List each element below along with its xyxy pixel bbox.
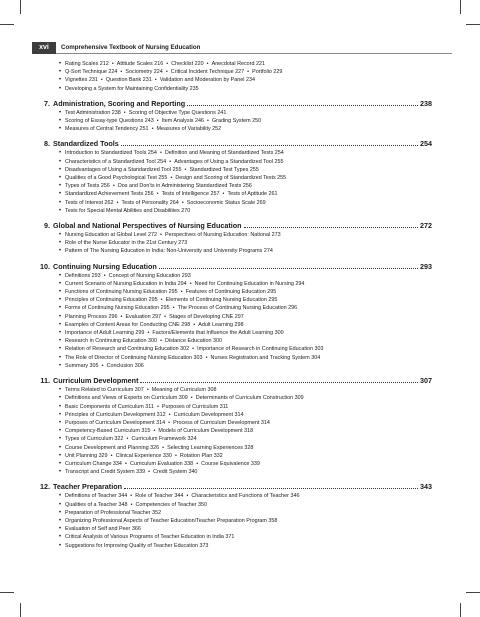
bullet-icon: •: [156, 403, 159, 410]
topic-entry: Standardized Achievement Tests 256: [65, 191, 154, 198]
topic-entry: Evaluation 297: [125, 313, 162, 320]
topic-entry: Portfolio 229: [252, 69, 283, 76]
topic-line: [32, 304, 432, 312]
bullet-icon: •: [147, 330, 150, 337]
crop-mark: [0, 24, 14, 25]
topic-line: [32, 60, 432, 68]
topic-entry: Examples of Content Areas for Conducting CNE 298: [65, 321, 191, 328]
topic-entry: Evaluation of Self and Peer 366: [65, 526, 141, 533]
chapter-title: Continuing Nursing Education: [53, 261, 157, 271]
dot-leader: [140, 382, 418, 383]
chapter-heading: [32, 482, 432, 492]
topic-entry: The Role of Director of Continuing Nursing Education 303: [65, 354, 203, 361]
topic-entry: Importance of Adult Learning 299: [65, 330, 145, 337]
topic-entry: Types of Curriculum 322: [65, 436, 124, 443]
topic-entry: Planning Process 296: [65, 313, 118, 320]
bullet-icon: •: [192, 346, 195, 353]
topic-entry: Validation and Moderation by Panel 234: [159, 77, 255, 84]
bullet-icon: •: [116, 199, 119, 206]
topic-line: [32, 386, 432, 394]
topic-entry: Clinical Experience 330: [115, 452, 172, 459]
topic-entry: Organizing Professional Aspects of Teacher Education/Teacher Preparation Program 358: [65, 517, 278, 524]
topic-line: [32, 239, 432, 247]
topic-entry: Introduction to Standardized Tools 254: [65, 150, 157, 157]
topic-line: [32, 403, 432, 411]
topic-entry: Scoring of Objective Type Questions 241: [128, 109, 227, 116]
topic-line: [32, 492, 432, 500]
bullet-icon: •: [148, 469, 151, 476]
bullet-icon: •: [110, 452, 113, 459]
chapter-page: 343: [420, 482, 432, 492]
topic-entry: Principles of Continuing Education 295: [65, 297, 158, 304]
topic-entry: Rotation Plan 332: [179, 452, 223, 459]
bullet-icon: •: [206, 61, 209, 67]
bullet-icon: •: [151, 126, 154, 133]
bullet-icon: •: [156, 191, 159, 198]
topic-entry: Adult Learning 298: [198, 321, 244, 328]
topic-line: [32, 207, 432, 215]
topic-line: [32, 158, 432, 166]
bullet-icon: •: [196, 460, 199, 467]
chapter-title: Global and National Perspectives of Nursing Education: [53, 221, 242, 231]
toc-chapter: [32, 60, 432, 93]
topic-list: [32, 386, 432, 476]
topic-entry: Disadvantages of Using a Standardized Tool 255: [65, 166, 182, 173]
chapter-heading: [32, 221, 432, 231]
topic-entry: Course Development and Planning 326: [65, 444, 160, 451]
topic-entry: Scoring of Essay-type Questions 243: [65, 118, 154, 125]
chapter-number: 9.: [44, 221, 50, 231]
topic-entry: Sociometry 224: [125, 69, 163, 76]
bullet-icon: •: [126, 436, 129, 443]
bullet-icon: •: [186, 493, 189, 500]
topic-entry: Principles of Curriculum Development 312: [65, 411, 166, 418]
topic-line: [32, 190, 432, 198]
topic-entry: Features of Continuing Education 295: [185, 289, 277, 296]
topic-line: [32, 468, 432, 476]
topic-entry: Perspectives of Nursing Education: National 273: [165, 232, 281, 239]
topic-entry: Curriculum Development 314: [173, 411, 244, 418]
topic-entry: Anecdotal Record 221: [211, 61, 265, 67]
topic-entry: Role of the Nurse Educator in the 21st Century 273: [65, 240, 188, 247]
topic-entry: Attitude Scales 216: [116, 61, 164, 67]
topic-line: [32, 247, 432, 255]
bullet-icon: •: [100, 77, 103, 84]
topic-list: [32, 231, 432, 256]
topic-line: [32, 166, 432, 174]
bullet-icon: •: [103, 272, 106, 279]
crop-mark: [466, 592, 480, 593]
topic-entry: Preparation of Professional Teacher 352: [65, 509, 162, 516]
topic-entry: Curriculum Evaluation 338: [129, 460, 194, 467]
book-title: Comprehensive Textbook of Nursing Education: [61, 44, 201, 51]
topic-line: [32, 435, 432, 443]
topic-entry: Distance Education 300: [165, 338, 222, 345]
topic-line: [32, 125, 432, 133]
crop-mark: [20, 0, 21, 14]
dot-leader: [244, 227, 418, 228]
topic-entry: Course Equivalence 339: [201, 460, 260, 467]
chapter-heading: [32, 262, 432, 272]
topic-entry: Critical Analysis of Various Programs of Teacher Education in India 371: [65, 534, 235, 541]
topic-entry: Design and Scoring of Standardized Tests 255: [175, 175, 287, 182]
bullet-icon: •: [112, 183, 115, 190]
bullet-icon: •: [160, 297, 163, 304]
topic-line: [32, 542, 432, 550]
topic-entry: Standardized Test Types 255: [189, 166, 259, 173]
topic-entry: Definitions and Views of Experts on Curriculum 309: [65, 395, 188, 402]
topic-entry: Transcript and Credit System 339: [65, 469, 146, 476]
bullet-icon: •: [168, 419, 171, 426]
bullet-icon: •: [111, 61, 114, 67]
topic-entry: Relation of Research and Continuing Education 302: [65, 346, 190, 353]
bullet-icon: •: [153, 428, 156, 435]
topic-entry: Current Scenario of Nursing Education in India 294: [65, 280, 187, 287]
topic-entry: Characteristics and Functions of Teacher 346: [191, 493, 300, 500]
topic-list: [32, 149, 432, 215]
toc-chapter: [32, 221, 432, 256]
bullet-icon: •: [168, 411, 171, 418]
topic-line: [32, 419, 432, 427]
crop-mark: [0, 592, 14, 593]
topic-entry: Forms of Continuing Nursing Education 295: [65, 305, 170, 312]
chapter-number: 12.: [40, 482, 50, 492]
bullet-icon: •: [222, 191, 225, 198]
bullet-icon: •: [154, 77, 157, 84]
bullet-icon: •: [166, 61, 169, 67]
bullet-icon: •: [174, 452, 177, 459]
crop-mark: [460, 0, 461, 14]
topic-line: [32, 182, 432, 190]
topic-entry: Pattern of The Nursing Education in India: Non-University and University Programs 274: [65, 248, 273, 255]
bullet-icon: •: [207, 118, 209, 125]
topic-entry: Nursing Education at Global Level 272: [65, 232, 157, 239]
bullet-icon: •: [130, 501, 133, 508]
topic-line: [32, 231, 432, 239]
topic-line: [32, 337, 432, 345]
topic-list: [32, 109, 432, 134]
topic-entry: Types of Tests 256: [65, 183, 110, 190]
topic-entry: Credit System 340: [153, 469, 198, 476]
topic-line: [32, 533, 432, 541]
bullet-icon: •: [160, 232, 162, 239]
bullet-icon: •: [160, 338, 162, 345]
topic-entry: Qualities of a Good Psychological Test 255: [65, 175, 168, 182]
topic-entry: Tests for Special Mental Abilities and Disabilities 270: [65, 207, 191, 214]
topic-entry: Concept of Nursing Education 293: [108, 272, 191, 279]
topic-entry: Question Bank 231: [105, 77, 152, 84]
topic-entry: Tests of Interest 262: [65, 199, 114, 206]
bullet-icon: •: [205, 354, 208, 361]
topic-entry: Purposes of Curriculum 311: [161, 403, 229, 410]
topic-entry: Tests of Aptitude 261: [227, 191, 278, 198]
bullet-icon: •: [169, 158, 172, 165]
topic-entry: Role of Teacher 344: [135, 493, 184, 500]
topic-entry: Nurses Registration and Tracking System 304: [210, 354, 321, 361]
topic-entry: Curriculum Change 334: [65, 460, 122, 467]
topic-line: [32, 394, 432, 402]
chapter-page: 272: [420, 221, 432, 231]
header-rule: [56, 53, 452, 54]
topic-entry: Tests of Intelligence 257: [161, 191, 220, 198]
bullet-icon: •: [101, 362, 104, 369]
topic-entry: Advantages of Using a Standardized Tool 255: [174, 158, 284, 165]
topic-line: [32, 117, 432, 125]
topic-entry: Research in Continuing Education 300: [65, 338, 158, 345]
topic-entry: Grading System 250: [211, 118, 262, 125]
topic-entry: Critical Incident Technique 227: [170, 69, 245, 76]
toc-chapter: [32, 139, 432, 215]
bullet-icon: •: [120, 313, 123, 320]
topic-line: [32, 280, 432, 288]
bullet-icon: •: [159, 150, 162, 157]
topic-entry: Item Analysis 246: [161, 118, 204, 125]
topic-entry: Summary 305: [65, 362, 99, 369]
topic-entry: Need for Continuing Education in Nursing 294: [194, 280, 305, 287]
topic-line: [32, 362, 432, 370]
bullet-icon: •: [189, 280, 192, 287]
topic-entry: Definitions 293: [65, 272, 101, 279]
topic-entry: Factors/Elements that Influence the Adult Learning 300: [152, 330, 284, 337]
dot-leader: [187, 105, 418, 106]
chapter-page: 254: [420, 139, 432, 149]
running-header: [32, 42, 452, 54]
topic-line: [32, 345, 432, 353]
topic-line: [32, 149, 432, 157]
bullet-icon: •: [124, 460, 127, 467]
topic-entry: Curriculum Framework 324: [131, 436, 197, 443]
chapter-number: 8.: [44, 139, 50, 149]
table-of-contents: [32, 60, 432, 556]
topic-entry: Competencies of Teacher 350: [135, 501, 208, 508]
toc-chapter: [32, 262, 432, 370]
topic-entry: Process of Curriculum Development 314: [173, 419, 270, 426]
chapter-number: 11.: [40, 376, 50, 386]
topic-entry: Qualities of a Teacher 348: [65, 501, 128, 508]
bullet-icon: •: [190, 395, 193, 402]
topic-line: [32, 174, 432, 182]
toc-chapter: [32, 99, 432, 134]
topic-entry: Characteristics of a Standardized Tool 254: [65, 158, 167, 165]
topic-entry: Unit Planning 329: [65, 452, 108, 459]
topic-entry: Vignettes 231: [65, 77, 98, 84]
topic-entry: Terms Related to Curriculum 307: [65, 387, 144, 394]
topic-line: [32, 501, 432, 509]
topic-line: [32, 68, 432, 76]
topic-entry: Determinants of Curriculum Construction 309: [195, 395, 304, 402]
page-number: xvi: [32, 42, 56, 54]
topic-entry: Stages of Developing CNE 297: [169, 313, 244, 320]
chapter-heading: [32, 139, 432, 149]
topic-entry: Q-Sort Technique 224: [65, 69, 118, 76]
bullet-icon: •: [180, 289, 183, 296]
topic-line: [32, 272, 432, 280]
topic-line: [32, 509, 432, 517]
topic-line: [32, 76, 432, 84]
topic-entry: The Process of Continuing Nursing Education 296: [177, 305, 298, 312]
bullet-icon: •: [164, 313, 167, 320]
topic-line: [32, 444, 432, 452]
topic-line: [32, 525, 432, 533]
chapter-heading: [32, 99, 432, 109]
topic-entry: Conclusion 306: [106, 362, 144, 369]
bullet-icon: •: [123, 109, 126, 116]
topic-line: [32, 329, 432, 337]
topic-line: [32, 321, 432, 329]
bullet-icon: •: [156, 118, 159, 125]
topic-line: [32, 296, 432, 304]
topic-entry: Selecting Learning Experiences 328: [167, 444, 254, 451]
topic-entry: Competency-Based Curriculum 315: [65, 428, 151, 435]
chapter-page: 293: [420, 261, 432, 271]
crop-mark: [466, 24, 480, 25]
topic-line: [32, 199, 432, 207]
topic-entry: Socioeconomic Status Scale 269: [186, 199, 266, 206]
chapter-page: 307: [420, 376, 432, 386]
topic-entry: Meaning of Curriculum 308: [151, 387, 217, 394]
bullet-icon: •: [165, 69, 168, 76]
chapter-heading: [32, 376, 432, 386]
chapter-number: 7.: [44, 98, 50, 108]
bullet-icon: •: [120, 69, 123, 76]
topic-line: [32, 109, 432, 117]
topic-entry: Purposes of Curriculum Development 314: [65, 419, 166, 426]
bullet-icon: •: [184, 166, 187, 173]
bullet-icon: •: [172, 305, 175, 312]
bullet-icon: •: [170, 175, 173, 182]
crop-mark: [20, 603, 21, 617]
topic-entry: Measures of Central Tendency 251: [65, 126, 149, 133]
bullet-icon: •: [193, 321, 196, 328]
topic-line: [32, 411, 432, 419]
topic-list: [32, 60, 432, 93]
topic-line: [32, 313, 432, 321]
chapter-title: Administration, Scoring and Reporting: [53, 98, 186, 108]
topic-entry: Basic Components of Curriculum 311: [65, 403, 154, 410]
chapter-title: Teacher Preparation: [53, 482, 122, 492]
topic-entry: Definition and Meaning of Standardized Tests 254: [164, 150, 284, 157]
topic-line: [32, 460, 432, 468]
topic-line: [32, 288, 432, 296]
crop-mark: [460, 603, 461, 617]
topic-entry: Rating Scales 212: [65, 61, 109, 67]
topic-entry: Functions of Continuing Nursing Education 295: [65, 289, 178, 296]
bullet-icon: •: [247, 69, 250, 76]
topic-entry: Developing a System for Maintaining Confidentiality 235: [65, 85, 199, 92]
topic-line: [32, 354, 432, 362]
topic-entry: Tests of Personality 264: [121, 199, 179, 206]
topic-entry: Suggestions for Improving Quality of Teacher Education 373: [65, 542, 209, 549]
dot-leader: [124, 488, 418, 489]
topic-line: [32, 85, 432, 93]
topic-entry: Definitions of Teacher 344: [65, 493, 128, 500]
topic-entry: Models of Curriculum Development 318: [158, 428, 254, 435]
bullet-icon: •: [130, 493, 133, 500]
chapter-number: 10.: [40, 261, 50, 271]
topic-entry: Dos and Don'ts in Administering Standardized Tests 256: [117, 183, 252, 190]
dot-leader: [159, 268, 418, 269]
topic-list: [32, 492, 432, 549]
topic-entry: Measures of Variability 252: [156, 126, 222, 133]
bullet-icon: •: [181, 199, 184, 206]
chapter-title: Curriculum Development: [53, 376, 139, 386]
chapter-page: 238: [420, 98, 432, 108]
dot-leader: [121, 145, 418, 146]
topic-line: [32, 427, 432, 435]
bullet-icon: •: [162, 444, 165, 451]
topic-list: [32, 272, 432, 370]
bullet-icon: •: [146, 387, 149, 394]
topic-entry: Elements of Continuing Nursing Education 295: [165, 297, 278, 304]
topic-entry: Test Administration 238: [65, 109, 121, 116]
chapter-title: Standardized Tools: [53, 139, 119, 149]
topic-line: [32, 452, 432, 460]
topic-line: [32, 517, 432, 525]
topic-entry: Checklist 220: [171, 61, 204, 67]
topic-entry: Importance of Research in Continuing Education 303: [197, 346, 324, 353]
toc-chapter: [32, 376, 432, 476]
toc-chapter: [32, 482, 432, 549]
